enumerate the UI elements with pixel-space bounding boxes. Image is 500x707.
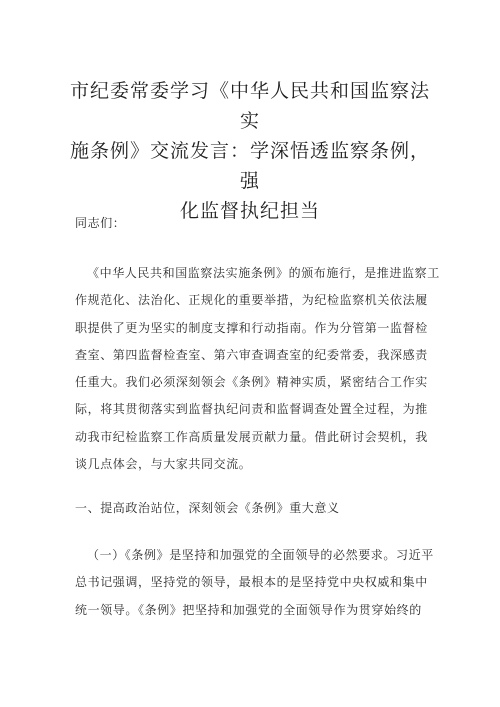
paragraph-2-line-2: 总书记强调，坚持党的领导，最根本的是坚持党中央权威和集中 <box>75 575 428 590</box>
section-heading-1-text: 一、提高政治站位，深刻领会《条例》重大意义 <box>75 501 340 515</box>
title-line-1: 市纪委常委学习《中华人民共和国监察法实 <box>70 80 431 132</box>
paragraph-1-line-2: 作规范化、法治化、正规化的重要举措，为纪检监察机关依法履 <box>75 293 428 308</box>
paragraph-2-line-3: 统一领导。《条例》把坚持和加强党的全面领导作为贯穿始终的 <box>75 602 422 617</box>
paragraph-2-line-1: （一）《条例》是坚持和加强党的全面领导的必然要求。习近平 <box>87 548 434 562</box>
paragraph-1-line-6: 际，将其贯彻落实到监督执纪问责和监督调查处置全过程，为推 <box>75 402 428 417</box>
document-title <box>70 76 430 226</box>
paragraph-1-line-7: 动我市纪检监察工作高质量发展贡献力量。借此研讨会契机，我 <box>75 429 428 444</box>
paragraph-1-line-1: 《中华人民共和国监察法实施条例》的颁布施行，是推进监察工 <box>87 266 440 280</box>
paragraph-1 <box>75 260 440 478</box>
salutation-text: 同志们： <box>75 216 126 230</box>
paragraph-2 <box>75 542 433 624</box>
salutation <box>75 210 433 237</box>
paragraph-1-line-8: 谈几点体会，与大家共同交流。 <box>75 457 252 472</box>
section-heading-1 <box>75 495 433 522</box>
paragraph-1-line-4: 查室、第四监督检查室、第六审查调查室的纪委常委，我深感责 <box>75 347 428 362</box>
paragraph-1-line-3: 职提供了更为坚实的制度支撑和行动指南。作为分管第一监督检 <box>75 320 428 335</box>
paragraph-1-line-5: 任重大。我们必须深刻领会《条例》精神实质，紧密结合工作实 <box>75 375 428 390</box>
title-line-3: 化监督执纪担当 <box>179 200 320 222</box>
title-line-2: 施条例》交流发言：学深悟透监察条例，强 <box>70 140 431 192</box>
